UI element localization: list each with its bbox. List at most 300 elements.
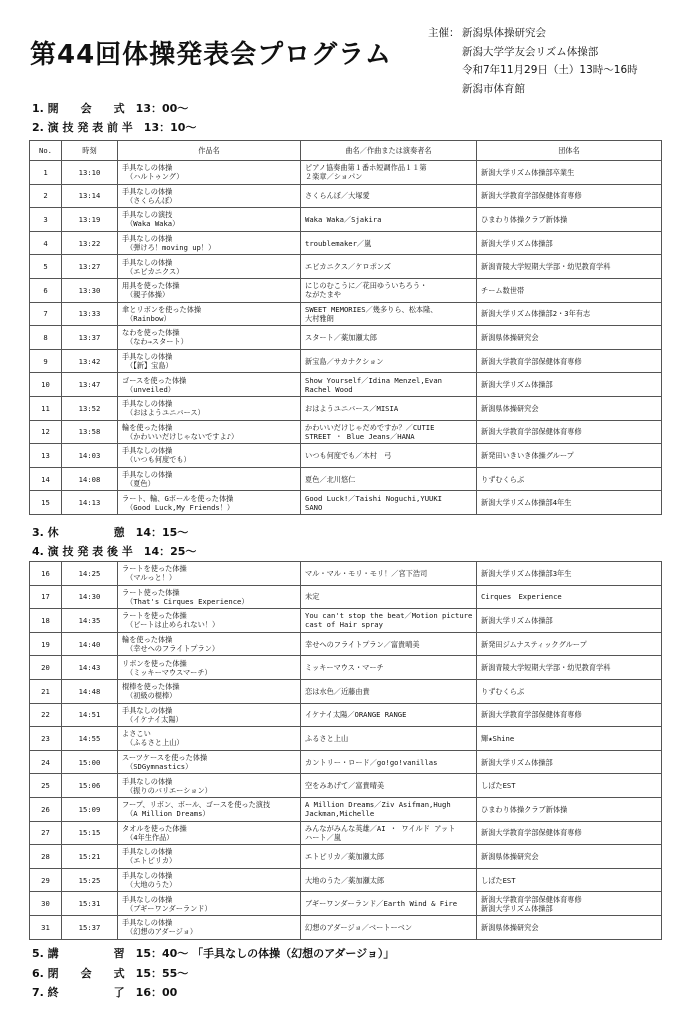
row-time: 13:19 — [62, 208, 118, 232]
row-music-line: にじのむこうに／花田ゆういちろう・ — [305, 281, 428, 291]
row-number: 30 — [30, 892, 62, 916]
row-music-line: Good Luck!／Taishi Noguchi,YUUKI — [305, 493, 443, 503]
row-number: 17 — [30, 585, 62, 609]
table-row — [30, 420, 662, 444]
row-number: 29 — [30, 868, 62, 892]
table-row — [30, 845, 662, 869]
row-group-line: 輝★Shine — [481, 733, 515, 743]
row-work-line: 手具なしの演技 — [122, 210, 173, 220]
col-header: No. — [30, 141, 62, 161]
row-work-line: タオルを使った体操 — [122, 823, 187, 833]
row-work-line: （ハルトゥング） — [126, 172, 184, 182]
row-music — [301, 727, 477, 751]
row-work — [118, 396, 301, 420]
row-number: 3 — [30, 208, 62, 232]
row-work-line: 手具なしの体操 — [122, 705, 173, 715]
table-row — [30, 679, 662, 703]
row-work — [118, 208, 301, 232]
row-number: 2 — [30, 184, 62, 208]
row-work-line: （ブギーワンダーランド） — [126, 903, 212, 913]
row-music-line: 新宝島／サカナクション — [305, 356, 384, 366]
row-music — [301, 467, 477, 491]
row-work — [118, 302, 301, 326]
row-work-line: （Good Luck,My Friends！） — [126, 502, 235, 512]
row-music-line: Rachel Wood — [305, 384, 353, 394]
sponsor-line: 新潟県体操研究会 — [462, 27, 546, 39]
row-group — [477, 750, 662, 774]
table-row — [30, 467, 662, 491]
row-work-line: 輪を使った体操 — [122, 422, 173, 432]
row-group-line: ひまわり体操クラブ新体操 — [481, 804, 568, 814]
row-group-line: 新潟大学リズム体操部 — [481, 903, 553, 913]
row-work — [118, 609, 301, 633]
row-group — [477, 467, 662, 491]
row-work-line: （エトピリカ） — [126, 856, 177, 866]
row-number: 20 — [30, 656, 62, 680]
row-music-line: スタート／薬加瀬太郎 — [305, 332, 377, 342]
row-number: 16 — [30, 562, 62, 586]
row-work-line: （Rainbow） — [126, 313, 171, 323]
row-group — [477, 868, 662, 892]
row-work — [118, 845, 301, 869]
row-number: 4 — [30, 231, 62, 255]
row-group-line: ひまわり体操クラブ新体操 — [481, 214, 568, 224]
row-music-line: カントリー・ロード／go!go!vanillas — [305, 757, 438, 767]
row-group-line: 新潟県体操研究会 — [481, 922, 539, 932]
row-music-line: イケナイ太陽／ORANGE RANGE — [305, 710, 407, 720]
row-time: 15:31 — [62, 892, 118, 916]
row-time: 15:25 — [62, 868, 118, 892]
row-work-line: （ビートは止められない！） — [126, 620, 220, 630]
row-group — [477, 656, 662, 680]
event-date: 令和7年11月29日（土）13時〜16時 — [462, 64, 638, 76]
row-work — [118, 703, 301, 727]
row-group-line: りずむくらぶ — [481, 474, 525, 484]
col-header: 作品名 — [118, 141, 301, 161]
row-music-line: ハート／嵐 — [305, 832, 341, 842]
col-header: 曲名／作曲または演奏者名 — [301, 141, 477, 161]
row-music — [301, 161, 477, 185]
row-work-line: ラート、輪、Gボールを使った体操 — [122, 493, 234, 503]
col-header: 時刻 — [62, 141, 118, 161]
row-work-line: （おはようユニバース） — [126, 408, 205, 418]
row-music-line: さくらんぼ／大塚愛 — [305, 191, 370, 201]
row-work-line: （幸せへのフライトプラン） — [126, 644, 220, 654]
row-work — [118, 774, 301, 798]
row-work — [118, 491, 301, 515]
row-work-line: 傘とリボンを使った体操 — [122, 304, 202, 314]
row-time: 13:47 — [62, 373, 118, 397]
row-number: 27 — [30, 821, 62, 845]
row-group — [477, 774, 662, 798]
row-work-line: スーツケースを使った体操 — [122, 753, 208, 763]
row-time: 14:55 — [62, 727, 118, 751]
section-heading: 4. 演 技 発 表 後 半 14：25〜 — [32, 545, 197, 558]
row-music — [301, 609, 477, 633]
row-number: 23 — [30, 727, 62, 751]
row-music — [301, 656, 477, 680]
row-group-line: 新潟大学リズム体操部 — [481, 757, 553, 767]
row-time: 13:27 — [62, 255, 118, 279]
row-music-line: みんながみんな英雄／AI ・ ワイルド アット — [305, 823, 456, 833]
row-music — [301, 679, 477, 703]
table-row — [30, 278, 662, 302]
row-music — [301, 774, 477, 798]
row-work — [118, 255, 301, 279]
row-time: 14:13 — [62, 491, 118, 515]
row-number: 8 — [30, 326, 62, 350]
row-work-line: （さくらんぼ） — [126, 195, 177, 205]
program-table-first-half — [29, 140, 662, 515]
table-row — [30, 774, 662, 798]
row-music-line: エトピリカ／薬加瀬太郎 — [305, 851, 384, 861]
row-group — [477, 184, 662, 208]
row-music — [301, 420, 477, 444]
table-row — [30, 255, 662, 279]
row-work — [118, 915, 301, 939]
table-row — [30, 868, 662, 892]
row-music-line: Waka Waka／Sjakira — [305, 214, 382, 224]
row-music — [301, 703, 477, 727]
row-work-line: （イケナイ太陽） — [126, 714, 183, 724]
row-group-line: 新潟大学教育学部保健体育専修 — [481, 828, 582, 838]
row-work — [118, 349, 301, 373]
row-group — [477, 821, 662, 845]
row-time: 14:25 — [62, 562, 118, 586]
table-row — [30, 703, 662, 727]
table-row — [30, 208, 662, 232]
row-work-line: なわを使った体操 — [122, 328, 180, 338]
row-music-line: cast of Hair spray — [305, 620, 383, 630]
table-row — [30, 585, 662, 609]
row-group — [477, 845, 662, 869]
section-heading: 3. 休 憩 14：15〜 — [32, 526, 189, 539]
table-row — [30, 302, 662, 326]
row-group — [477, 326, 662, 350]
row-group-line: 新潟青陵大学短期大学部・幼児教育学科 — [481, 663, 611, 673]
row-music — [301, 278, 477, 302]
row-work — [118, 797, 301, 821]
row-work-line: ラート使った体操 — [122, 587, 180, 597]
row-work — [118, 467, 301, 491]
row-work — [118, 184, 301, 208]
row-work-line: （マルっと！） — [126, 573, 177, 583]
row-number: 14 — [30, 467, 62, 491]
row-music-line: ミッキーマウス・マーチ — [305, 663, 384, 673]
row-work-line: 手具なしの体操 — [122, 894, 173, 904]
row-work-line: （【新】宝島） — [126, 361, 173, 371]
row-music-line: SANO — [305, 502, 323, 512]
row-number: 31 — [30, 915, 62, 939]
table-row — [30, 373, 662, 397]
row-work-line: （ミッキーマウスマーチ） — [126, 667, 212, 677]
row-work-line: （SDGymnastics） — [126, 762, 193, 772]
row-music — [301, 797, 477, 821]
row-music — [301, 750, 477, 774]
row-work — [118, 278, 301, 302]
row-group-line: 新潟県体操研究会 — [481, 403, 539, 413]
row-work — [118, 892, 301, 916]
row-work-line: 用具を使った体操 — [122, 281, 180, 291]
table-row — [30, 797, 662, 821]
program-table-second-half — [29, 561, 662, 940]
row-work — [118, 750, 301, 774]
row-music — [301, 892, 477, 916]
row-work-line: 手具なしの体操 — [122, 352, 173, 362]
row-music — [301, 915, 477, 939]
row-work-line: 手具なしの体操 — [122, 776, 173, 786]
row-music — [301, 255, 477, 279]
row-time: 14:08 — [62, 467, 118, 491]
row-group-line: 新潟大学リズム体操部卒業生 — [481, 167, 575, 177]
row-number: 15 — [30, 491, 62, 515]
row-music — [301, 585, 477, 609]
row-work-line: （That's Cirques Experience） — [126, 596, 249, 606]
table-row — [30, 491, 662, 515]
row-group — [477, 396, 662, 420]
row-group — [477, 231, 662, 255]
row-work-line: （Waka Waka） — [126, 219, 180, 229]
row-work-line: ラートを使った体操 — [122, 611, 187, 621]
row-time: 13:22 — [62, 231, 118, 255]
row-number: 9 — [30, 349, 62, 373]
row-time: 14:35 — [62, 609, 118, 633]
row-work-line: 手具なしの体操 — [122, 186, 173, 196]
row-work-line: 手具なしの体操 — [122, 234, 173, 244]
row-group — [477, 679, 662, 703]
row-work-line: よさこい — [122, 729, 151, 739]
row-group-line: 新発田いきいき体操グループ — [481, 450, 574, 460]
row-music — [301, 868, 477, 892]
row-music-line: 空をみあげて／富貴晴美 — [305, 781, 385, 791]
row-work — [118, 585, 301, 609]
row-music — [301, 326, 477, 350]
row-number: 26 — [30, 797, 62, 821]
row-work — [118, 727, 301, 751]
table-row — [30, 562, 662, 586]
row-music — [301, 396, 477, 420]
row-group — [477, 444, 662, 468]
row-time: 14:40 — [62, 632, 118, 656]
table-row — [30, 632, 662, 656]
row-work-line: ゴースを使った体操 — [122, 375, 187, 385]
row-work — [118, 444, 301, 468]
row-number: 24 — [30, 750, 62, 774]
row-number: 19 — [30, 632, 62, 656]
row-group-line: 新潟大学教育学部保健体育専修 — [481, 427, 582, 437]
row-music-line: STREET ・ Blue Jeans／HANA — [305, 431, 415, 441]
row-work-line: 棍棒を使った体操 — [122, 682, 180, 692]
row-time: 15:09 — [62, 797, 118, 821]
row-work — [118, 821, 301, 845]
row-time: 13:52 — [62, 396, 118, 420]
row-time: 14:43 — [62, 656, 118, 680]
row-work-line: 輪を使った体操 — [122, 635, 173, 645]
row-time: 13:30 — [62, 278, 118, 302]
row-work-line: 手具なしの体操 — [122, 446, 173, 456]
row-time: 15:15 — [62, 821, 118, 845]
row-music-line: You can't stop the beat／Motion picture — [305, 611, 473, 621]
table-row — [30, 161, 662, 185]
table-row — [30, 609, 662, 633]
row-work — [118, 373, 301, 397]
row-work-line: （なわ→スタート） — [126, 337, 188, 347]
row-music-line: A Million Dreams／Ziv Asifman,Hugh — [305, 800, 451, 810]
row-work-line: リボンを使った体操 — [122, 658, 187, 668]
section-heading: 7. 終 了 16：00 — [32, 986, 178, 999]
section-heading: 5. 講 習 15：40〜 「手具なしの体操（幻想のアダージョ）」 — [32, 947, 395, 960]
row-group-line: 新潟青陵大学短期大学部・幼児教育学科 — [481, 262, 611, 272]
table-row — [30, 184, 662, 208]
page-title: 第44回体操発表会プログラム — [30, 40, 392, 70]
row-number: 10 — [30, 373, 62, 397]
row-group-line: 新潟県体操研究会 — [481, 332, 539, 342]
section-heading: 1. 開 会 式 13：00〜 — [32, 102, 189, 115]
row-work-line: 手具なしの体操 — [122, 257, 173, 267]
table-row — [30, 231, 662, 255]
row-group — [477, 892, 662, 916]
table-row — [30, 349, 662, 373]
row-work — [118, 326, 301, 350]
row-group-line: りずむくらぶ — [481, 686, 525, 696]
row-work — [118, 161, 301, 185]
row-work — [118, 679, 301, 703]
table-row — [30, 750, 662, 774]
row-group — [477, 420, 662, 444]
row-music — [301, 349, 477, 373]
row-group-line: 新潟大学リズム体操部3年生 — [481, 568, 572, 578]
row-group — [477, 727, 662, 751]
row-music-line: 大地のうた／薬加瀬太郎 — [305, 875, 385, 885]
row-group-line: 新潟大学リズム体操部 — [481, 615, 553, 625]
event-venue: 新潟市体育館 — [462, 82, 525, 95]
row-number: 12 — [30, 420, 62, 444]
row-group-line: 新潟大学教育学部保健体育専修 — [481, 356, 582, 366]
row-work-line: （A Million Dreams） — [126, 809, 210, 819]
row-music — [301, 632, 477, 656]
row-work-line: 手具なしの体操 — [122, 871, 173, 881]
row-time: 13:33 — [62, 302, 118, 326]
sponsor-block — [428, 24, 638, 98]
row-work — [118, 562, 301, 586]
row-number: 18 — [30, 609, 62, 633]
row-number: 7 — [30, 302, 62, 326]
row-group — [477, 255, 662, 279]
row-time: 13:37 — [62, 326, 118, 350]
table-row — [30, 656, 662, 680]
section-heading: 6. 閉 会 式 15：55〜 — [32, 967, 189, 980]
row-work-line: ラートを使った体操 — [122, 564, 187, 574]
row-time: 13:42 — [62, 349, 118, 373]
row-music-line: マル・マル・モリ・モリ！／宮下浩司 — [305, 568, 428, 578]
row-time: 14:48 — [62, 679, 118, 703]
row-music-line: 幸せへのフライトプラン／富貴晴美 — [305, 639, 420, 649]
row-music-line: Show Yourself／Idina Menzel,Evan — [305, 375, 443, 385]
table-header-row — [30, 141, 662, 161]
row-work-line: （大地のうた） — [126, 880, 177, 890]
row-music-line: 未定 — [305, 592, 320, 602]
row-music-line: エビカニクス／ケロポンズ — [305, 262, 391, 272]
table-row — [30, 727, 662, 751]
row-music-line: ながたまや — [305, 290, 341, 300]
row-group-line: しばたEST — [481, 875, 516, 885]
row-group-line: 新潟大学リズム体操部 — [481, 238, 553, 248]
row-group-line: 新潟県体操研究会 — [481, 851, 539, 861]
row-work-line: 手具なしの体操 — [122, 918, 173, 928]
row-work-line: （振りのバリエーション） — [126, 785, 212, 795]
row-work-line: 手具なしの体操 — [122, 847, 173, 857]
row-work-line: （初級の棍棒） — [126, 691, 177, 701]
row-work-line: （4年生作品） — [126, 832, 174, 842]
row-work-line: 手具なしの体操 — [122, 399, 173, 409]
row-work-line: （いつも何度でも） — [126, 455, 191, 465]
row-work — [118, 231, 301, 255]
row-time: 14:03 — [62, 444, 118, 468]
row-work — [118, 632, 301, 656]
row-group — [477, 278, 662, 302]
row-group — [477, 915, 662, 939]
row-number: 5 — [30, 255, 62, 279]
row-number: 1 — [30, 161, 62, 185]
row-time: 15:00 — [62, 750, 118, 774]
row-group — [477, 373, 662, 397]
row-music — [301, 302, 477, 326]
row-music — [301, 491, 477, 515]
row-work-line: 手具なしの体操 — [122, 163, 173, 173]
table-row — [30, 821, 662, 845]
row-music-line: ブギーワンダーランド／Earth Wind & Fire — [305, 899, 458, 909]
row-group-line: 新潟大学リズム体操部2・3年有志 — [481, 309, 591, 319]
row-number: 11 — [30, 396, 62, 420]
row-work-line: （幻想のアダージョ） — [126, 927, 198, 937]
row-work-line: （ふるさと上山） — [126, 738, 184, 748]
row-music — [301, 821, 477, 845]
row-music — [301, 845, 477, 869]
row-group — [477, 609, 662, 633]
row-group-line: 新発田ジムナスティックグループ — [481, 639, 587, 649]
row-group-line: 新潟大学リズム体操部 — [481, 380, 553, 390]
row-group-line: 新潟大学教育学部保健体育専修 — [481, 710, 582, 720]
row-number: 6 — [30, 278, 62, 302]
row-number: 21 — [30, 679, 62, 703]
table-row — [30, 915, 662, 939]
row-work-line: 手具なしの体操 — [122, 470, 173, 480]
row-group — [477, 703, 662, 727]
row-music-line: ふるさと上山 — [305, 733, 349, 743]
row-time: 14:30 — [62, 585, 118, 609]
row-group-line: しばたEST — [481, 781, 516, 791]
row-music — [301, 184, 477, 208]
row-group — [477, 161, 662, 185]
row-work — [118, 656, 301, 680]
row-group-line: 新潟大学教育学部保健体育専修 — [481, 894, 582, 904]
row-group — [477, 562, 662, 586]
row-work-line: （エビカニクス） — [126, 266, 184, 276]
section-heading: 2. 演 技 発 表 前 半 13：10〜 — [32, 121, 197, 134]
row-music-line: おはようユニバース／MISIA — [305, 403, 399, 413]
sponsor-label: 主催： — [428, 27, 460, 39]
row-work-line: （親子体操） — [126, 290, 170, 300]
row-music — [301, 373, 477, 397]
row-music — [301, 444, 477, 468]
row-group — [477, 208, 662, 232]
row-music-line: SWEET MEMORIES／幾多りら、松本隆、 — [305, 304, 438, 314]
row-work — [118, 420, 301, 444]
row-number: 22 — [30, 703, 62, 727]
table-row — [30, 396, 662, 420]
row-work-line: フープ、リボン、ボール、ゴースを使った演技 — [122, 800, 271, 810]
row-music-line: ２楽章／ショパン — [305, 172, 363, 182]
